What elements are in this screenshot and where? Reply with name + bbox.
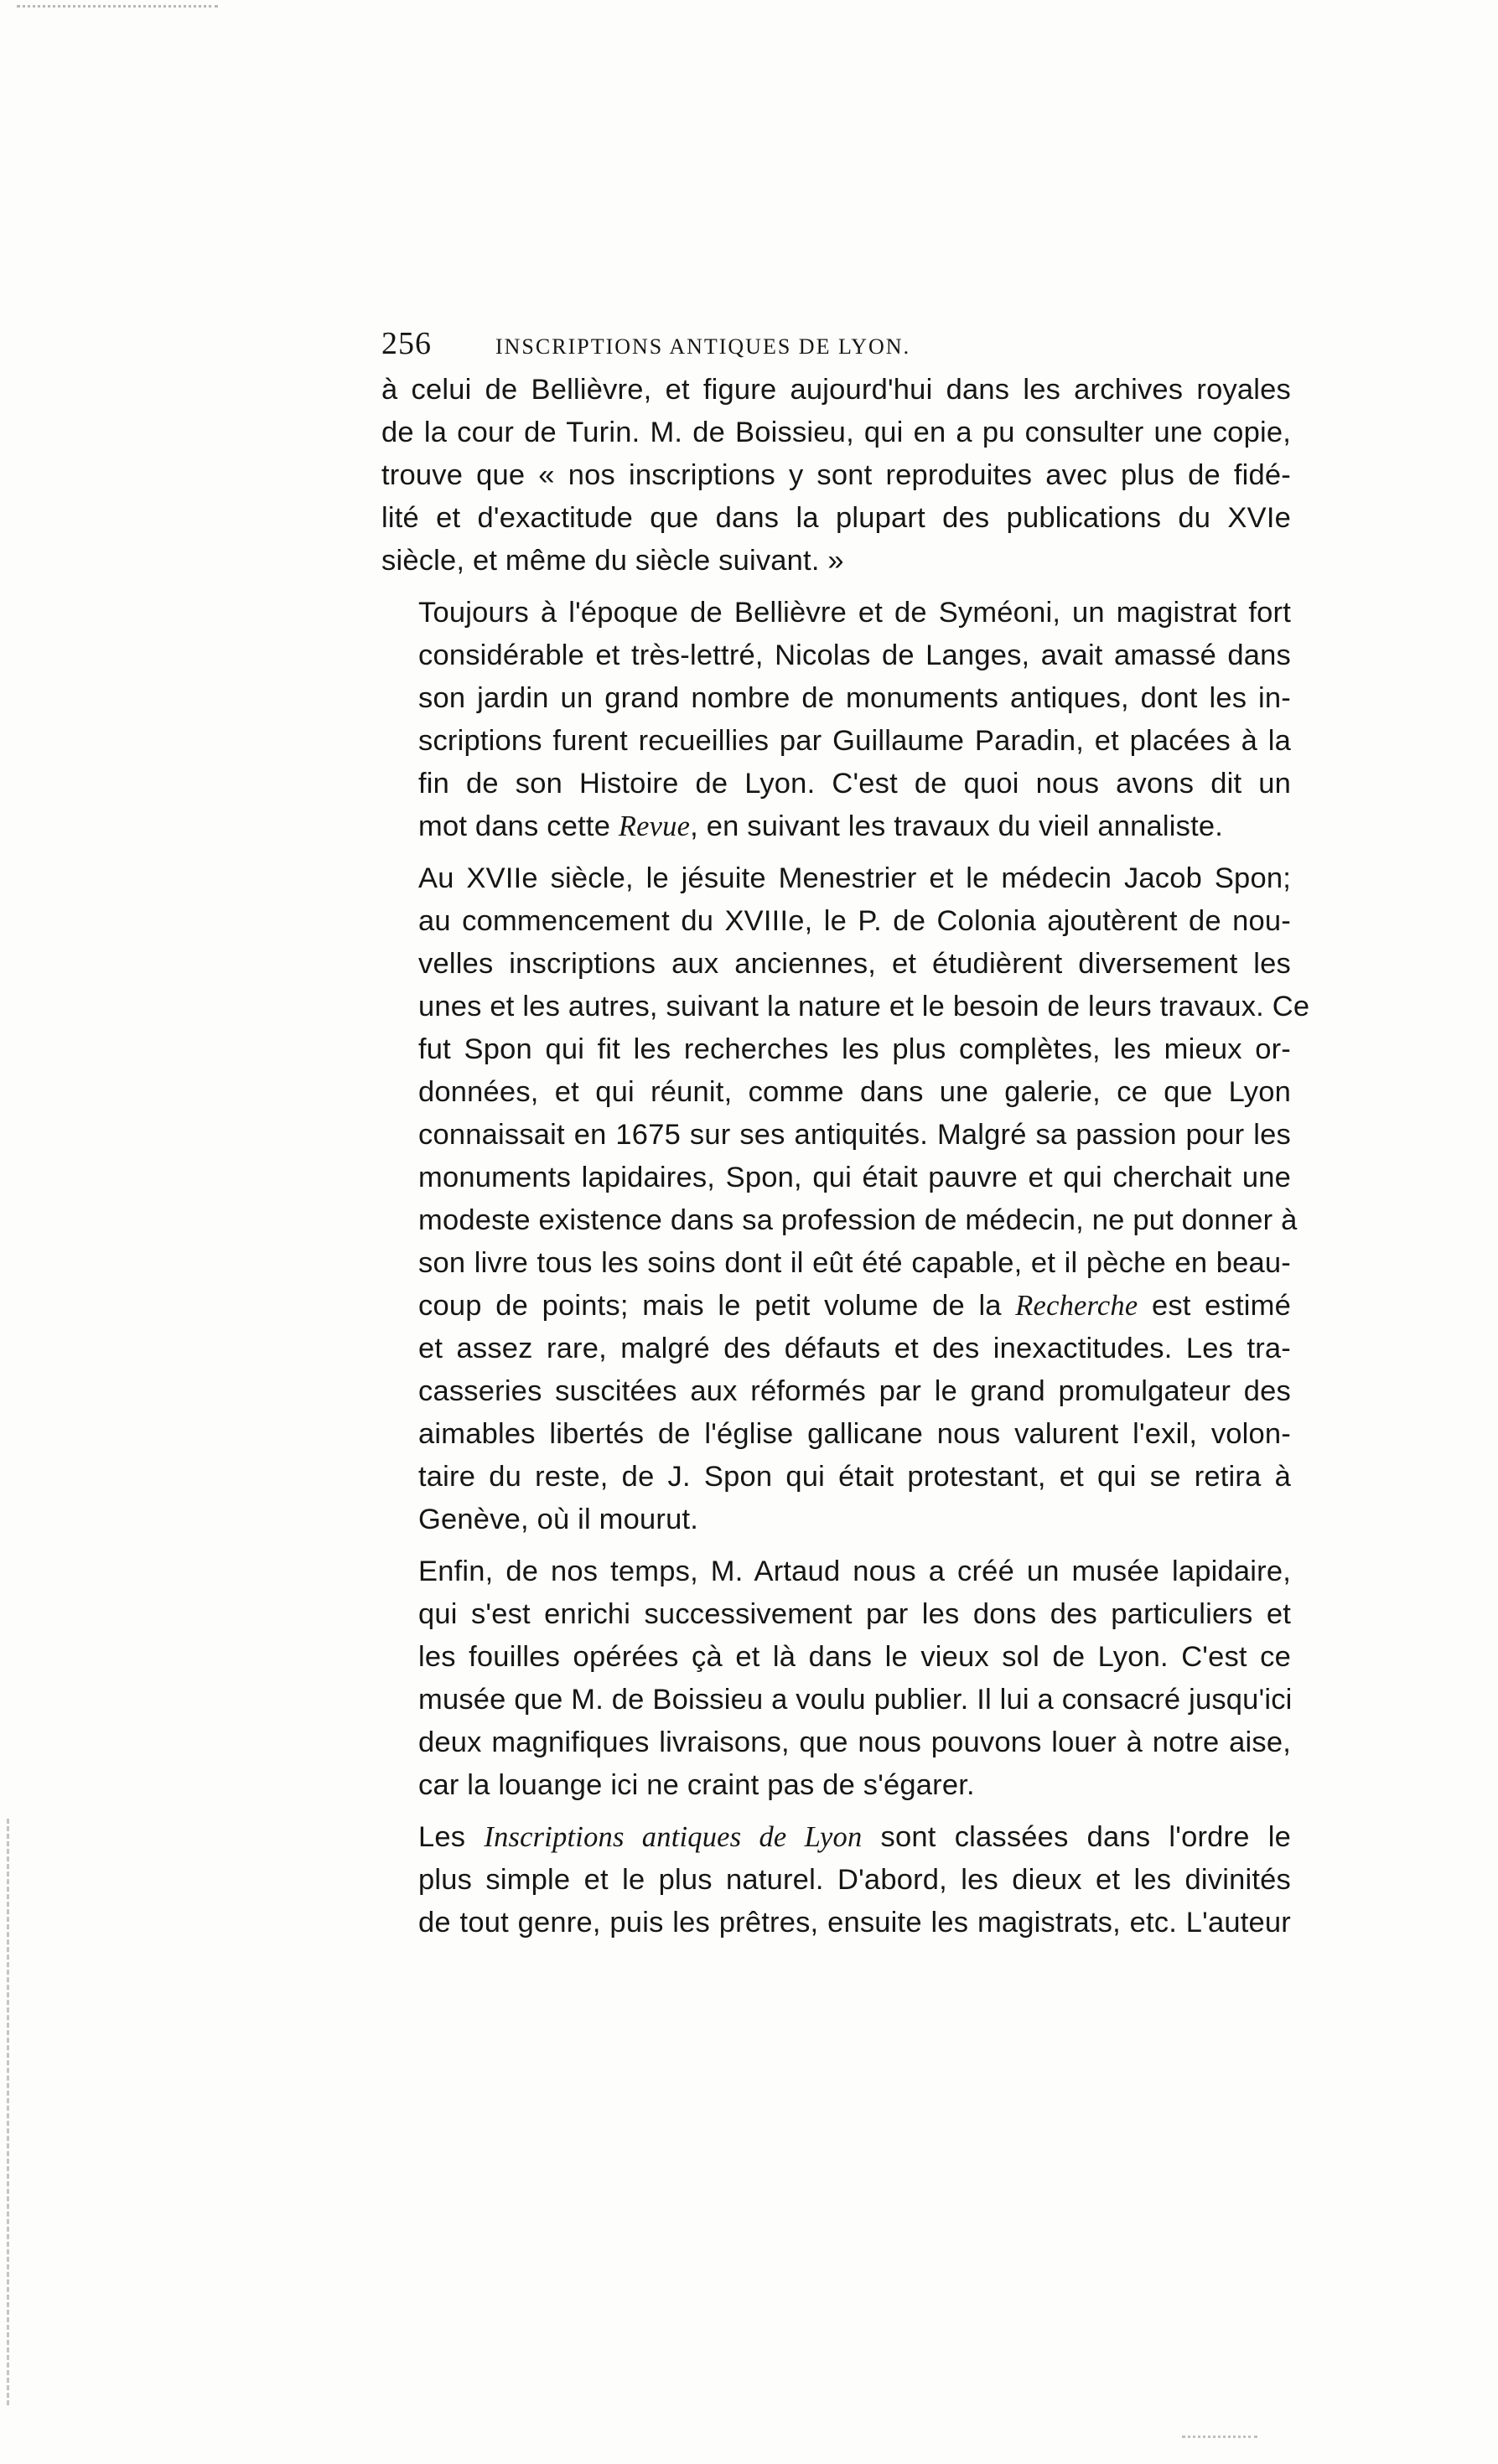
page-number: 256 (381, 326, 432, 361)
text-line: Les Inscriptions antiques de Lyon sont classées dans l'ordre le (418, 1821, 1291, 1853)
paragraph-1 (381, 369, 1291, 582)
paragraph-4 (381, 1550, 1291, 1807)
text-line: et assez rare, malgré des défauts et des inexactitudes. Les tra- (418, 1333, 1291, 1364)
text-line: car la louange ici ne craint pas de s'égarer. (418, 1769, 975, 1801)
text-line: de la cour de Turin. M. de Boissieu, qui en a pu consulter une copie, (381, 417, 1291, 448)
text-line: scriptions furent recueillies par Guillaume Paradin, et placées à la (418, 725, 1291, 757)
text-line: lité et d'exactitude que dans la plupart des publications du XVIe (381, 502, 1291, 534)
text-line: aimables libertés de l'église gallicane nous valurent l'exil, volon- (418, 1418, 1291, 1450)
text-line: coup de points; mais le petit volume de la Recherche est estimé (418, 1290, 1291, 1322)
paragraph-2 (381, 592, 1291, 848)
text-line: les fouilles opérées çà et là dans le vieux sol de Lyon. C'est ce (418, 1641, 1291, 1673)
text-line: Toujours à l'époque de Bellièvre et de Syméoni, un magistrat fort (418, 597, 1291, 629)
running-title: INSCRIPTIONS ANTIQUES DE LYON. (495, 334, 911, 359)
text-line: unes et les autres, suivant la nature et le besoin de leurs travaux. Ce (418, 991, 1310, 1022)
italic-title: Revue (618, 810, 691, 842)
text-line: données, et qui réunit, comme dans une galerie, ce que Lyon (418, 1076, 1291, 1108)
text-line: son livre tous les soins dont il eût été capable, et il pèche en beau- (418, 1247, 1291, 1279)
text-line: Enfin, de nos temps, M. Artaud nous a créé un musée lapidaire, (418, 1556, 1291, 1587)
text-line: casseries suscitées aux réformés par le grand promulgateur des (418, 1375, 1291, 1407)
text-line: son jardin un grand nombre de monuments antiques, dont les in- (418, 682, 1291, 714)
text-line: taire du reste, de J. Spon qui était protestant, et qui se retira à (418, 1461, 1291, 1493)
text-line: connaissait en 1675 sur ses antiquités. Malgré sa passion pour les (418, 1119, 1291, 1151)
text-line: velles inscriptions aux anciennes, et étudièrent diversement les (418, 948, 1291, 980)
text-line: qui s'est enrichi successivement par les dons des particuliers et (418, 1598, 1291, 1630)
italic-title: Recherche (1015, 1290, 1138, 1322)
scan-edge-marks-top (17, 5, 218, 11)
text-line: trouve que « nos inscriptions y sont reproduites avec plus de fidé- (381, 459, 1291, 491)
paragraph-5 (381, 1816, 1291, 1944)
text-line: au commencement du XVIIIe, le P. de Colonia ajoutèrent de nou- (418, 905, 1291, 937)
text-line: fut Spon qui fit les recherches les plus complètes, les mieux or- (418, 1033, 1291, 1065)
italic-title: Inscriptions antiques de Lyon (484, 1821, 863, 1853)
scan-edge-marks-bottom (1182, 2436, 1257, 2441)
text-line: fin de son Histoire de Lyon. C'est de quoi nous avons dit un (418, 768, 1291, 800)
scan-edge-marks-left (7, 1819, 12, 2405)
text-line: à celui de Bellièvre, et figure aujourd'hui dans les archives royales (381, 374, 1291, 406)
text-line: Genève, où il mourut. (418, 1504, 699, 1535)
text-block (381, 325, 1310, 1944)
text-line: monuments lapidaires, Spon, qui était pauvre et qui cherchait une (418, 1162, 1291, 1193)
text-line: Au XVIIe siècle, le jésuite Menestrier et le médecin Jacob Spon; (418, 862, 1291, 894)
text-line: deux magnifiques livraisons, que nous pouvons louer à notre aise, (418, 1726, 1291, 1758)
text-line: modeste existence dans sa profession de médecin, ne put donner à (418, 1204, 1298, 1236)
text-line: mot dans cette Revue, en suivant les travaux du vieil annaliste. (418, 810, 1224, 842)
text-line: siècle, et même du siècle suivant. » (381, 545, 844, 577)
text-line: de tout genre, puis les prêtres, ensuite les magistrats, etc. L'auteur (418, 1907, 1291, 1939)
text-line: plus simple et le plus naturel. D'abord, les dieux et les divinités (418, 1864, 1291, 1896)
text-line: musée que M. de Boissieu a voulu publier. Il lui a consacré jusqu'ici (418, 1684, 1293, 1716)
paragraph-3 (381, 857, 1310, 1541)
running-head (381, 325, 1291, 367)
text-line: considérable et très-lettré, Nicolas de Langes, avait amassé dans (418, 639, 1291, 671)
